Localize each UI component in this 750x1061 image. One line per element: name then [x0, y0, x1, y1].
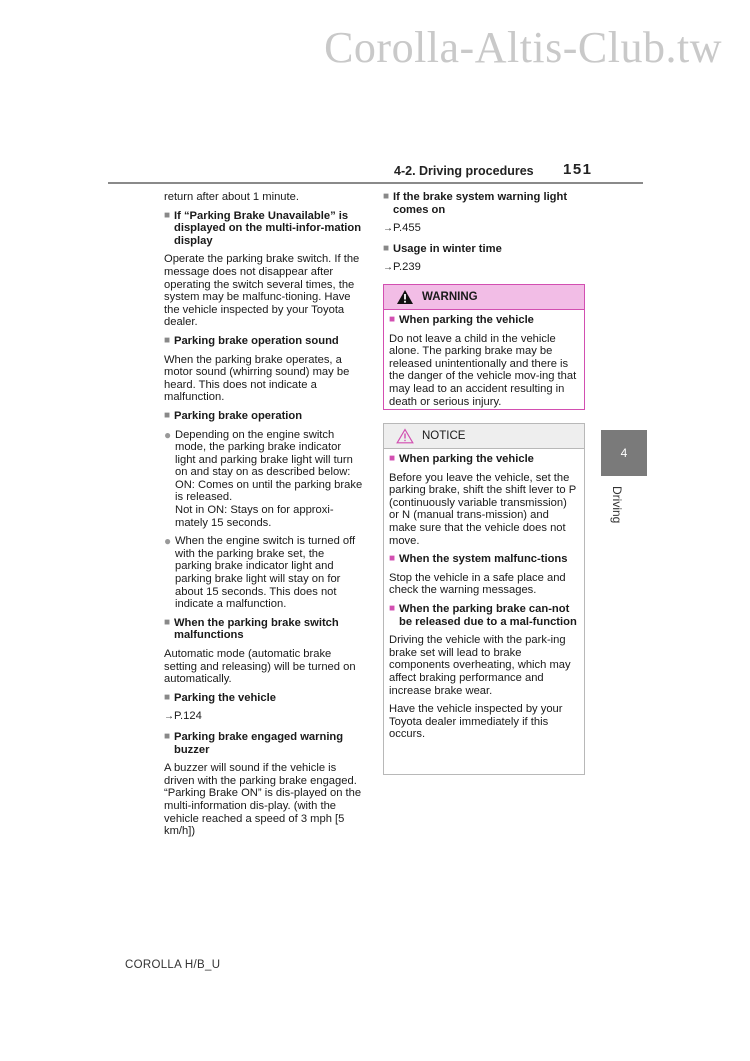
- list-item: ● When the engine switch is turned off with the parking brake set, the parking brake indicator light and parking brake light will stay on for about 15 seconds. This does not indicate a malfunction.: [164, 534, 356, 611]
- square-bullet-icon: ■: [164, 209, 171, 221]
- square-bullet-icon: ■: [389, 602, 396, 614]
- square-bullet-icon: ■: [389, 314, 396, 325]
- circle-bullet-icon: ●: [164, 534, 172, 549]
- warning-triangle-icon: [396, 289, 414, 305]
- notice-header: [384, 424, 584, 449]
- warning-box: [383, 284, 585, 410]
- arrow-right-icon: →: [383, 223, 393, 235]
- paragraph: Operate the parking brake switch. If the message does not disappear after operating the switch several times, the system may be malfunc-tioning. Have the vehicle inspected by your Toyota dealer.: [164, 253, 360, 329]
- square-bullet-icon: ■: [164, 691, 171, 703]
- subheading: ■ When parking the vehicle: [389, 314, 534, 326]
- subheading: ■ If “Parking Brake Unavailable” is displayed on the multi-infor-mation display: [164, 209, 362, 247]
- paragraph: Stop the vehicle in a safe place and check the warning messages.: [389, 571, 566, 597]
- chapter-tab: 4: [601, 430, 647, 476]
- notice-title: NOTICE: [422, 430, 466, 442]
- watermark: Corolla-Altis-Club.tw: [324, 23, 722, 72]
- square-bullet-icon: ■: [389, 453, 396, 464]
- paragraph: return after about 1 minute.: [164, 191, 299, 203]
- page-reference: →P.124: [164, 710, 202, 723]
- warning-title: WARNING: [422, 291, 478, 303]
- paragraph: Do not leave a child in the vehicle alone. The parking brake may be released unintentionally and there is the danger of the vehicle mov-ing that may lead to an accident resulting in death or serious injury.: [389, 332, 577, 408]
- right-column: [383, 191, 587, 282]
- paragraph: Before you leave the vehicle, set the parking brake, shift the shift lever to P (continuously variable transmission) or N (manual trans-mission) and make sure that the vehicle does not move.: [389, 471, 576, 547]
- arrow-right-icon: →: [164, 711, 174, 723]
- section-title: 4-2. Driving procedures: [394, 164, 534, 178]
- page-reference: →P.455: [383, 222, 421, 235]
- subheading: ■ If the brake system warning light comes on: [383, 191, 568, 216]
- list-item: ● Depending on the engine switch mode, the parking brake indicator light and parking brake light will turn on and stay on as described below: ON: Comes on until the parking brake is released. Not in ON: Stays on for approxi-mately 15 seconds.: [164, 427, 363, 529]
- footer-model-code: COROLLA H/B_U: [125, 959, 221, 971]
- subheading: ■ Parking brake operation sound: [164, 334, 339, 347]
- header-divider: [108, 182, 643, 184]
- square-bullet-icon: ■: [164, 730, 171, 742]
- page-number: 151: [563, 161, 593, 178]
- paragraph: When the parking brake operates, a motor sound (whirring sound) may be heard. This does not indicate a malfunction.: [164, 353, 350, 404]
- paragraph: Automatic mode (automatic brake setting and releasing) will be turned on automatically.: [164, 648, 356, 686]
- square-bullet-icon: ■: [164, 616, 171, 628]
- paragraph: A buzzer will sound if the vehicle is driven with the parking brake engaged. “Parking Brake ON” is dis-played on the multi-information dis-play. (with the vehicle reached a speed of 3 mph [5 km/h]): [164, 762, 362, 838]
- subheading: ■ Usage in winter time: [383, 242, 502, 255]
- paragraph: Have the vehicle inspected by your Toyota dealer immediately if this occurs.: [389, 703, 563, 741]
- subheading: ■ When parking the vehicle: [389, 453, 534, 465]
- square-bullet-icon: ■: [383, 191, 390, 202]
- square-bullet-icon: ■: [164, 334, 171, 346]
- subheading: ■ Parking brake engaged warning buzzer: [164, 730, 344, 756]
- square-bullet-icon: ■: [383, 242, 390, 254]
- subheading: ■ When the parking brake switch malfunctions: [164, 616, 339, 642]
- circle-bullet-icon: ●: [164, 427, 172, 442]
- subheading: ■ Parking brake operation: [164, 409, 303, 422]
- arrow-right-icon: →: [383, 262, 393, 274]
- page-reference: →P.239: [383, 261, 421, 274]
- square-bullet-icon: ■: [164, 409, 171, 421]
- notice-box: [383, 423, 585, 775]
- chapter-label: Driving: [610, 486, 624, 524]
- warning-header: [384, 285, 584, 310]
- subheading: ■ When the system malfunc-tions: [389, 553, 568, 566]
- square-bullet-icon: ■: [389, 553, 396, 565]
- left-column: [164, 191, 364, 844]
- subheading: ■ Parking the vehicle: [164, 691, 276, 704]
- subheading: ■ When the parking brake can-not be released due to a mal-function: [389, 602, 577, 628]
- paragraph: Driving the vehicle with the park-ing brake set will lead to brake components overheating, which may affect braking performance and increase brake wear.: [389, 634, 571, 697]
- notice-triangle-icon: [396, 428, 414, 444]
